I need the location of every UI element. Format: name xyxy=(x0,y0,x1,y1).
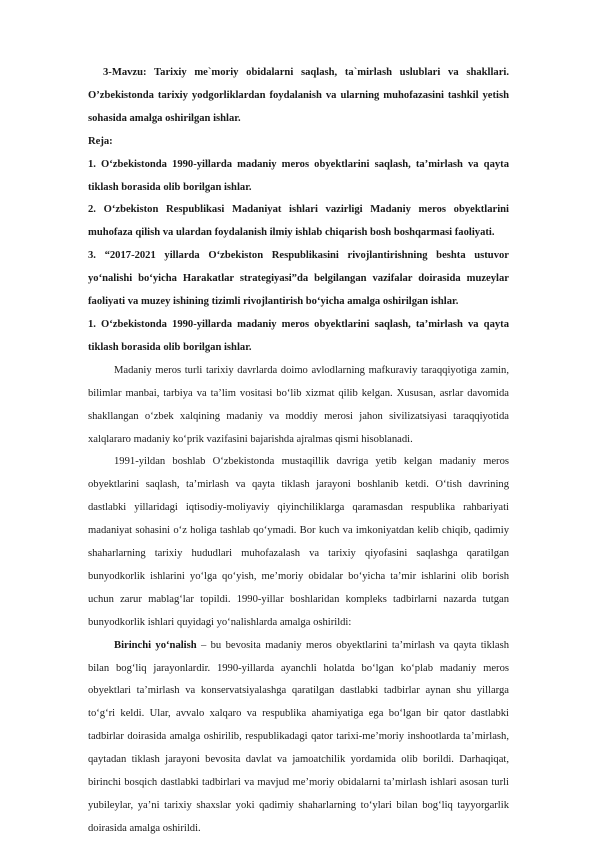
section-heading: 1. O‘zbekistonda 1990-yillarda madaniy meros obyektlarini saqlash, ta’mirlash va qayta tiklash borasida olib borilgan ishlar. xyxy=(88,318,509,353)
paragraph-3-lead: Birinchi yo‘nalish xyxy=(114,639,197,651)
plan-heading: Reja: xyxy=(88,135,113,147)
plan-item-3: 3. “2017-2021 yillarda O‘zbekiston Respublikasini rivojlantirishning beshta ustuvor yo‘nalishi bo‘yicha Harakatlar strategiyasi”da belgilangan vazifalar doirasida muzeylar faoliyati va muzey ishining tizimli rivojlantirish bo‘yicha amalga oshirilgan ishlar. xyxy=(88,250,509,308)
plan-item-2: 2. O‘zbekiston Respublikasi Madaniyat ishlari vazirligi Madaniy meros obyektlarini muhofaza qilish va ulardan foydalanish ilmiy ishlab chiqarish bosh boshqarmasi faoliyati. xyxy=(88,204,509,239)
paragraph-3-body: – bu bevosita madaniy meros obyektlarini ta’mirlash va qayta tiklash bilan bog‘liq jarayonlardir. 1990-yillarda ayanchli holatda bo‘lgan ko‘plab madaniy meros obyektlari ta’mirlash va konservatsiyalashga qaratilgan dastlabki tadbirlar aynan shu yillarga to‘g‘ri keldi. Ular, avvalo xalqaro va respublika ahamiyatiga ega bo‘lgan bir qator dastlabki tadbirlar doirasida amalga oshirilib, respublikadagi qator tarixi-me’moriy inshootlarda ta’mirlash, qaytadan tiklash jarayoni bevosita davlat va jamoatchilik yordamida olib borildi. Darhaqiqat, birinchi bosqich dastlabki tadbirlari va mavjud me’moriy obidalarni ta’mirlash ishlari asosan turli yubileylar, ya’ni tarixiy shaxslar yoki qadimiy shaharlarning to‘ylari bilan bog‘liq tayyorgarlik doirasida amalga oshirildi. xyxy=(88,639,509,834)
paragraph-3 xyxy=(88,635,509,841)
plan-item-1: 1. O‘zbekistonda 1990-yillarda madaniy meros obyektlarini saqlash, ta’mirlash va qayta tiklash borasida olib borilgan ishlar. xyxy=(88,158,509,193)
paragraph-1: Madaniy meros turli tarixiy davrlarda doimo avlodlarning mafkuraviy taraqqiyotiga zamin, bilimlar manbai, tarbiya va ta’lim vositasi bo‘lib xizmat qilib kelgan. Xususan, asrlar davomida shakllangan o‘zbek xalqining madaniy va moddiy merosi jahon sivilizatsiyasi taraqqiyotida xalqlararo madaniy ko‘prik vazifasini bajarishda ajralmas qismi hisoblanadi. xyxy=(88,364,509,445)
document-page xyxy=(88,62,509,841)
document-title: 3-Mavzu: Tarixiy me`moriy obidalarni saqlash, ta`mirlash uslublari va shakllari. O’zbekistonda tarixiy yodgorliklardan foydalanish va ularning muhofazasini tashkil yetish sohasida amalga oshirilgan ishlar. xyxy=(88,67,509,124)
paragraph-2: 1991-yildan boshlab O‘zbekistonda mustaqillik davriga yetib kelgan madaniy meros obyektlarini saqlash, ta’mirlash va qayta tiklash jarayoni boshlanib ketdi. O‘tish davrining dastlabki yillaridagi iqtisodiy-moliyaviy qiyinchiliklarga qaramasdan respublika rahbariyati madaniyat sohasini o‘z holiga tashlab qo‘ymadi. Bor kuch va imkoniyatdan kelib chiqib, qadimiy shaharlarning tarixiy hududlari muhofazalash va tarixiy qiyofasini saqlashga qaratilgan bunyodkorlik ishlarini yo‘lga qo‘yish, me’moriy obidalar bo‘yicha ta’mir ishlarini olib borish uchun zarur mablag‘lar topildi. 1990-yillar boshlaridan kompleks tadbirlarni nazarda tutgan bunyodkorlik ishlari quyidagi yo‘nalishlarda amalga oshirildi: xyxy=(88,456,509,628)
